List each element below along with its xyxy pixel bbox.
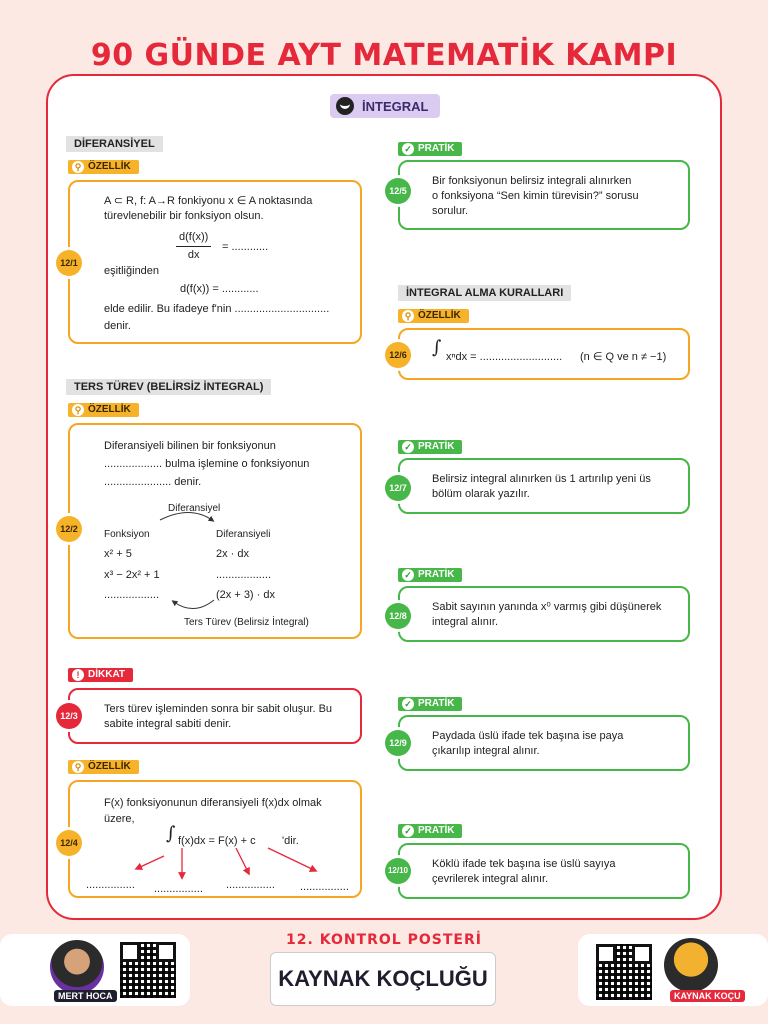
page-title: 90 GÜNDE AYT MATEMATİK KAMPI: [90, 38, 678, 73]
badge-12-6: 12/6: [385, 342, 411, 368]
dikkat-tag: ! DİKKAT: [68, 668, 133, 682]
warning-icon: !: [72, 669, 84, 681]
integral-sign: ∫: [432, 337, 442, 358]
pratik-tag: ✓ PRATİK: [398, 697, 462, 711]
poster-number-title: 12. KONTROL POSTERİ: [286, 932, 482, 948]
check-icon: ✓: [402, 825, 414, 837]
right-brand-box: [578, 934, 768, 1006]
ozellik-tag: ⚲ ÖZELLİK: [68, 760, 139, 774]
pratik-tag: ✓ PRATİK: [398, 824, 462, 838]
ozellik-tag: ⚲ ÖZELLİK: [398, 309, 469, 323]
arrow-blank-4: [268, 848, 314, 870]
arrow-blank-3: [236, 848, 248, 872]
search-icon: ⚲: [402, 310, 414, 322]
qr-code[interactable]: [120, 942, 176, 998]
badge-12-5: 12/5: [385, 178, 411, 204]
badge-12-4: 12/4: [56, 830, 82, 856]
badge-12-2: 12/2: [56, 516, 82, 542]
search-icon: ⚲: [72, 404, 84, 416]
ozellik-box-1: A ⊂ R, f: A→R fonkiyonu x ∈ A noktasında türevlenebilir bir fonksiyon olsun. $\frac{d(f(x))}{dx}$ = ............ eşitliğinden d(f(x)) = ............ elde edilir. Bu ifadeye f'nin ............................... denir.: [68, 180, 362, 344]
badge-12-1: 12/1: [56, 250, 82, 276]
pratik-box-5: Bir fonksiyonun belirsiz integrali alınırken o fonksiyona “Sen kimin türevisin?” sorusu sorulur.: [398, 160, 690, 230]
ozellik-box-4: F(x) fonksiyonunun diferansiyeli f(x)dx olmak üzere, ∫ f(x)dx = F(x) + c 'dir. ................ ................ ................ ................: [68, 780, 362, 898]
arrow-blank-1: [138, 856, 164, 868]
pratik-box-10: Köklü ifade tek başına ise üslü sayıya çevrilerek integral alınır.: [398, 843, 690, 899]
check-icon: ✓: [402, 569, 414, 581]
pratik-tag: ✓ PRATİK: [398, 568, 462, 582]
search-icon: ⚲: [72, 161, 84, 173]
check-icon: ✓: [402, 143, 414, 155]
section-diferansiyel: DİFERANSİYEL: [66, 136, 163, 152]
pratik-box-7: Belirsiz integral alınırken üs 1 artırılıp yeni üs bölüm olarak yazılır.: [398, 458, 690, 514]
derivative-fraction: $\frac{d(f(x))}{dx}$: [176, 230, 211, 263]
section-integral-kurallari: İNTEGRAL ALMA KURALLARI: [398, 285, 571, 301]
pratik-box-8: Sabit sayının yanında x⁰ varmış gibi düşünerek integral alınır.: [398, 586, 690, 642]
mert-hoca-logo: MERT HOCA: [54, 990, 117, 1002]
check-icon: ✓: [402, 698, 414, 710]
section-ters-turev: TERS TÜREV (BELİRSİZ İNTEGRAL): [66, 379, 271, 395]
kaynak-kocu-logo: KAYNAK KOÇU: [670, 990, 745, 1002]
ozellik-tag: ⚲ ÖZELLİK: [68, 160, 139, 174]
pratik-box-9: Paydada üslü ifade tek başına ise paya çıkarılıp integral alınır.: [398, 715, 690, 771]
badge-12-9: 12/9: [385, 730, 411, 756]
arrow-ters-turev: [174, 600, 214, 609]
arrow-diferansiyel: [160, 513, 212, 521]
ozellik-tag: ⚲ ÖZELLİK: [68, 403, 139, 417]
integral-sign: ∫: [166, 823, 176, 844]
ozellik-box-2: Diferansiyeli bilinen bir fonksiyonun ................... bulma işlemine o fonksiyonun ...................... denir. Diferansiyel Fonksiyon Diferansiyeli x² + 5 2x · dx x³ − 2x² + 1 .................. .................. (2x + 3) · dx Ters Türev (Belirsiz İntegral): [68, 423, 362, 639]
badge-12-7: 12/7: [385, 475, 411, 501]
topic-label: İNTEGRAL: [362, 98, 429, 114]
search-icon: ⚲: [72, 761, 84, 773]
avatar: [50, 940, 104, 994]
badge-12-3: 12/3: [56, 703, 82, 729]
kaynak-koclugu-box: KAYNAK KOÇLUĞU: [270, 952, 496, 1006]
left-brand-box: [0, 934, 190, 1006]
kaynak-kocu-avatar: [664, 938, 718, 992]
check-icon: ✓: [402, 441, 414, 453]
pratik-tag: ✓ PRATİK: [398, 440, 462, 454]
qr-code[interactable]: [596, 944, 652, 1000]
ozellik-box-6: ∫ xⁿdx = ........................... (n ∈ Q ve n ≠ −1): [398, 328, 690, 380]
badge-12-8: 12/8: [385, 603, 411, 629]
dikkat-box-3: Ters türev işleminden sonra bir sabit oluşur. Bu sabite integral sabiti denir.: [68, 688, 362, 744]
pratik-tag: ✓ PRATİK: [398, 142, 462, 156]
badge-12-10: 12/10: [385, 858, 411, 884]
